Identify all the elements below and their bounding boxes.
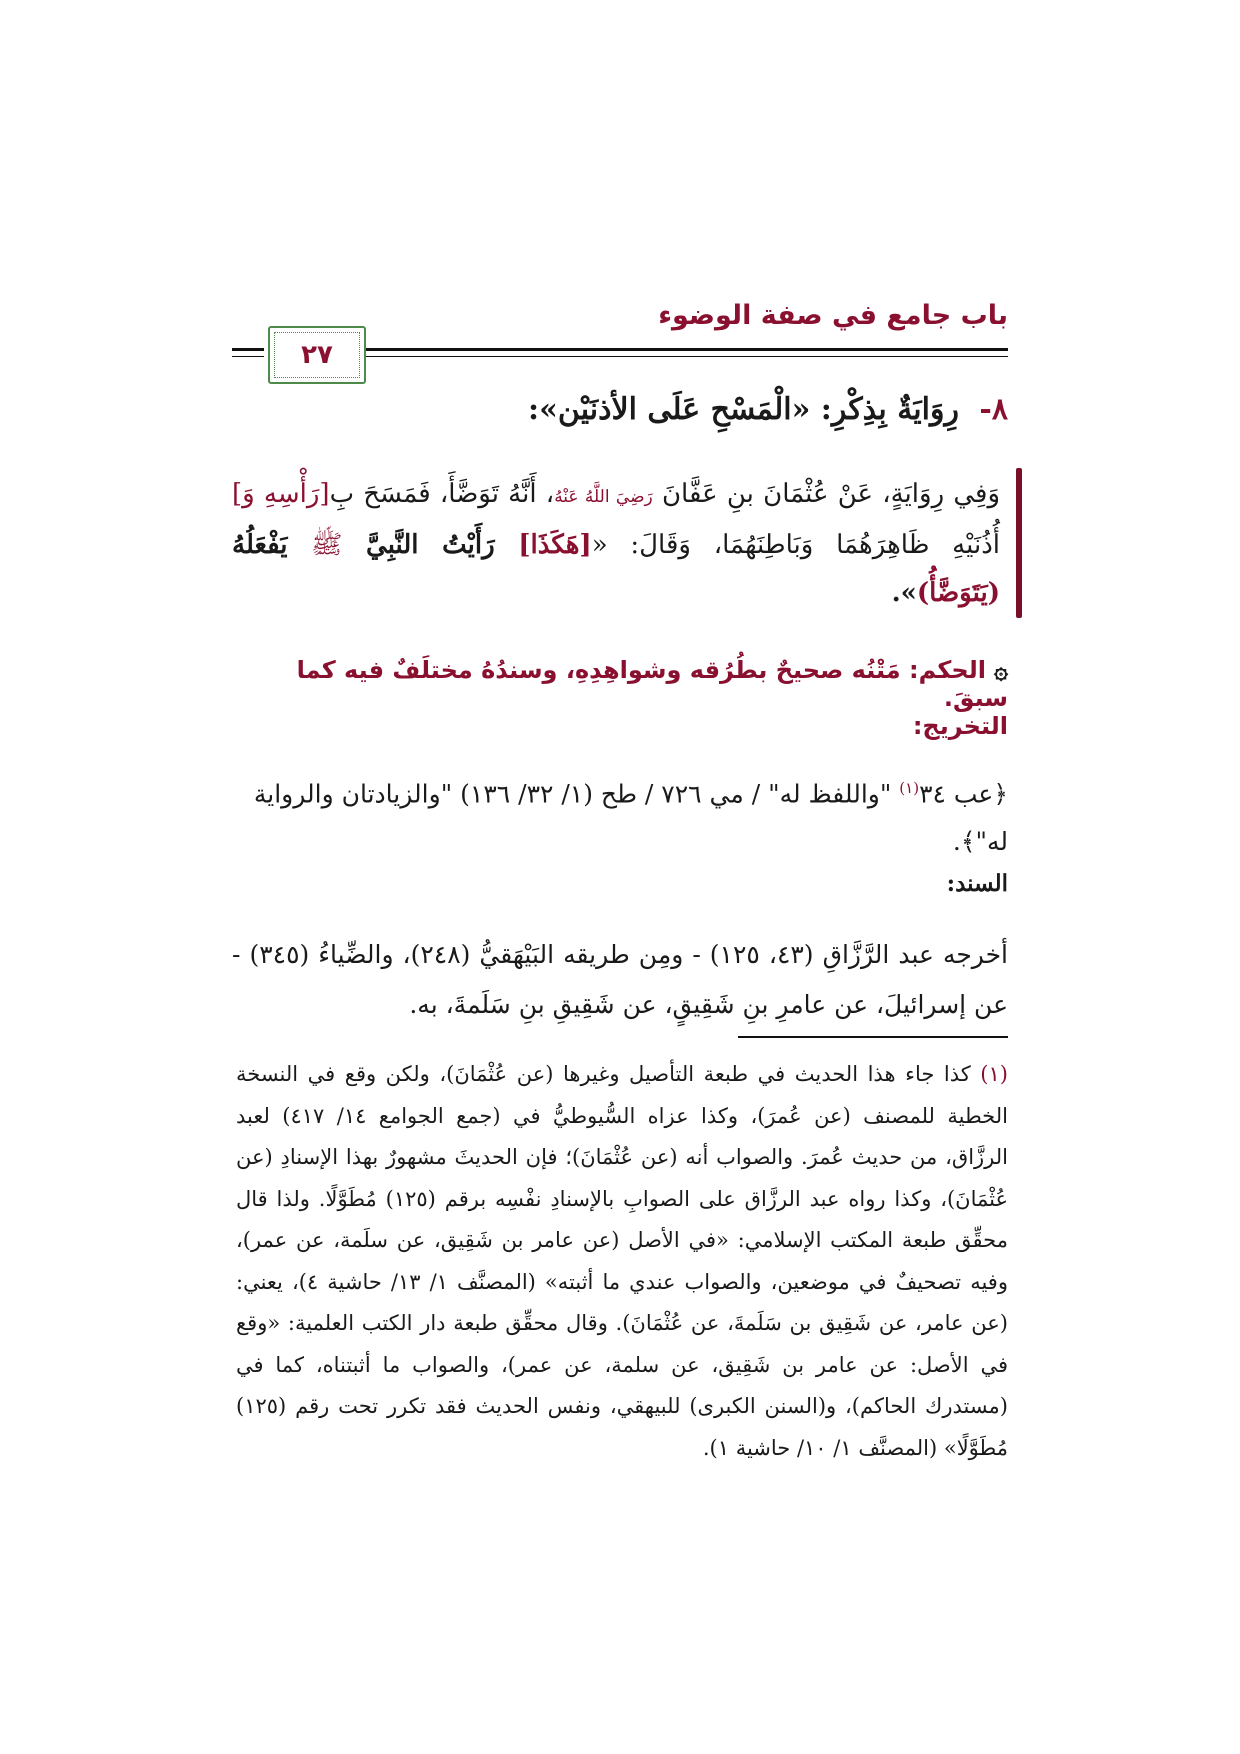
page-number-frame bbox=[268, 326, 366, 384]
page-number: ٢٧ bbox=[301, 340, 333, 370]
footnote-separator bbox=[738, 1036, 1008, 1038]
sanad-text: أخرجه عبد الرَّزَّاقِ (٤٣، ١٢٥) - ومِن طريقه البَيْهَقيُّ (٢٤٨)، والضِّياءُ (٣٤٥) - عن إسرائيلَ، عن عامرِ بنِ شَقِيقٍ، عن شَقِيقِ بنِ سَلَمةَ، به. bbox=[232, 940, 1009, 1019]
takhrij-part: "واللفظ له" / مي ٧٢٦ / طح (١/ ٣٢/ ١٣٦) "والزيادتان والرواية له"﴾. bbox=[253, 779, 1008, 857]
hadith-bracket-addition: [رَأْسِهِ وَ] bbox=[232, 479, 330, 509]
chapter-title: باب جامع في صفة الوضوء bbox=[658, 300, 1008, 331]
footnote-mark: (١) bbox=[980, 1062, 1008, 1086]
section-number: ٨- bbox=[979, 392, 1008, 427]
hadith-part: وَفِي رِوَايَةٍ، عَنْ عُثْمَانَ بنِ عَفَّانَ bbox=[652, 479, 1001, 509]
radi-honorific: رَضِيَ اللَّهُ عَنْهُ bbox=[554, 487, 653, 507]
ornament-icon: ۞ bbox=[993, 656, 1008, 684]
salla-honorific: ﷺ bbox=[311, 530, 343, 560]
section-heading bbox=[528, 392, 1008, 427]
hadith-bracket-addition: (يَتَوَضَّأُ) bbox=[916, 578, 1000, 608]
hadith-part: يَفْعَلُهُ bbox=[232, 530, 312, 560]
hadith-marker bbox=[1016, 468, 1022, 618]
hadith-part: ، أَنَّهُ تَوَضَّأَ، فَمَسَحَ بِ bbox=[329, 479, 555, 509]
header-rule-left-thick bbox=[232, 348, 264, 351]
takhrij-heading: التخريج: bbox=[912, 712, 1008, 740]
hadith-part: ». bbox=[891, 578, 917, 608]
header-rule-left-thin bbox=[232, 356, 264, 357]
header-rule-thin bbox=[366, 356, 1008, 357]
footnote bbox=[236, 1054, 1008, 1469]
hadith-bracket-addition: [هَكَذَا] bbox=[518, 530, 592, 560]
hadith-text bbox=[232, 470, 1000, 617]
ruling-line bbox=[232, 656, 1008, 712]
ruling-text: مَتْنُه صحيحٌ بطُرُقه وشواهِدِهِ، وسندُهُ مختلَفٌ فيه كما سبقَ. bbox=[296, 656, 1008, 712]
footnote-text: كذا جاء هذا الحديث في طبعة التأصيل وغيرها (عن عُثْمَانَ)، ولكن وقع في النسخة الخطية للمصنف (عن عُمرَ)، وكذا عزاه السُّيوطيُّ في (جمع الجوامع ١٤/ ٤١٧) لعبد الرزَّاق، من حديث عُمرَ. والصواب أنه (عن عُثْمَانَ)؛ فإن الحديثَ مشهورٌ بهذا الإسنادِ (عن عُثْمَانَ)، وكذا رواه عبد الرزَّاق على الصوابِ بالإسنادِ نفْسِه برقم (١٢٥) مُطَوَّلًا. ولذا قال محقِّق طبعة المكتب الإسلامي: «في الأصل (عن عامر بن شَقِيق، عن سلَمة، عن عمر)، وفيه تصحيفٌ في موضعين، والصواب عندي ما أثبته» (المصنَّف ١/ ١٣/ حاشية ٤)، يعني: (عن عامر، عن شَقِيق بن سَلَمةَ، عن عُثْمَانَ). وقال محقِّق طبعة دار الكتب العلمية: «وقع في الأصل: عن عامر بن شَقِيق، عن سلمة، عن عمر)، والصواب ما أثبتناه، كما في (مستدرك الحاكم)، و(السنن الكبرى) للبيهقي، ونفس الحديث فقد تكرر تحت رقم (١٢٥) مُطَوَّلًا» (المصنَّف ١/ ١٠/ حاشية ١). bbox=[236, 1062, 1008, 1460]
hadith-part: رَأَيْتُ النَّبِيَّ bbox=[342, 530, 519, 560]
footnote-ref[interactable]: (١) bbox=[899, 779, 920, 797]
takhrij-text bbox=[232, 764, 1008, 866]
ruling-label: الحكم: bbox=[909, 656, 986, 684]
sanad-heading: السند: bbox=[946, 870, 1008, 897]
header-rule-thick bbox=[366, 348, 1008, 351]
takhrij-part: ﴿عب ٣٤ bbox=[919, 779, 1008, 809]
hadith-part: أُذُنَيْهِ ظَاهِرَهُمَا وَبَاطِنَهُمَا، وَقَالَ: « bbox=[591, 530, 1001, 560]
section-title: رِوَايَةٌ بِذِكْرِ: «الْمَسْحِ عَلَى الأذنَيْن»: bbox=[528, 392, 959, 427]
